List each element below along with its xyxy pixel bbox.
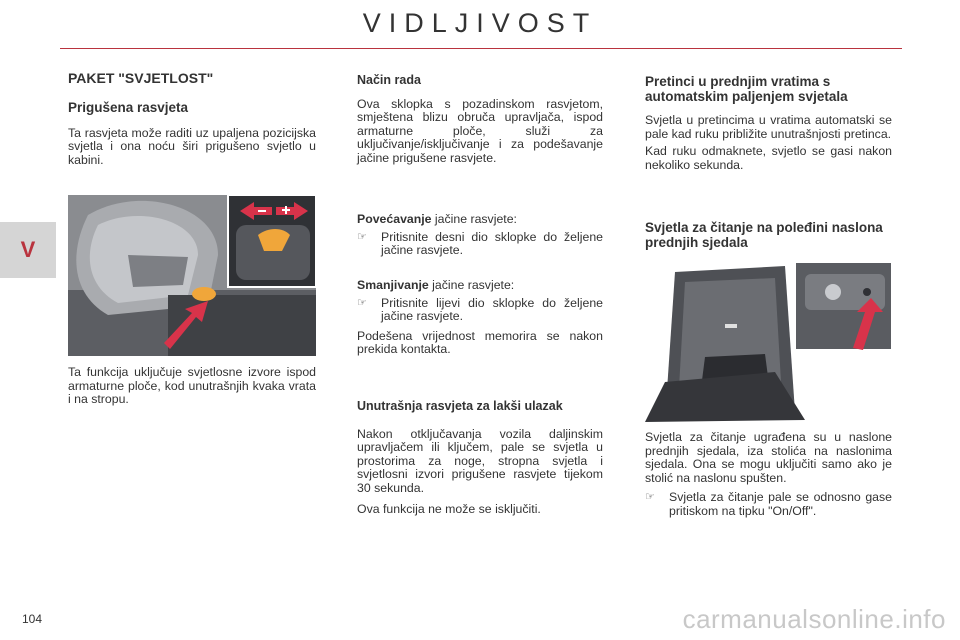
page-title: VIDLJIVOST — [362, 8, 598, 38]
subsection-heading: Prigušena rasvjeta — [68, 99, 189, 115]
intro-text: Ta rasvjeta može raditi uz upaljena pozicijska svjetla i ona noću širi prigušeno svjetlo u kabini. — [68, 125, 316, 167]
increase-bullet-text: Pritisnite desni dio sklopke do željene jačine rasvjete. — [381, 229, 603, 257]
decrease-block — [357, 279, 603, 365]
column-left — [68, 72, 316, 175]
entry-text: Nakon otključavanja vozila daljinskim upravljačem ili ključem, pale se svjetla u prostorima za noge, stropna svjetla i svjetlosni izvori prigušene rasvjete tijekom 30 sekunda. — [357, 426, 603, 495]
pointing-hand-icon: ☞ — [357, 230, 367, 243]
mode-heading: Način rada — [357, 73, 421, 87]
reading-bullet — [645, 491, 892, 518]
reading-text-block — [645, 431, 892, 524]
entry-lighting-block — [357, 400, 603, 525]
reading-text: Svjetla za čitanje ugrađena su u naslone prednjih sjedala, iza stolića na naslonima sjedala. Ona se mogu uključiti samo ako je stolić na naslonu spušten. — [645, 430, 892, 485]
increase-label: Povećavanje — [357, 212, 432, 226]
chapter-letter: V — [20, 237, 36, 262]
compartment-text-1: Svjetla u pretincima u vratima automatski se pale kad ruku približite unutrašnjosti pretinca. — [645, 113, 892, 141]
compartment-heading: Pretinci u prednjim vratima s automatskim paljenjem svjetala — [645, 74, 848, 104]
entry-note: Ova funkcija ne može se isključiti. — [357, 502, 541, 516]
decrease-bullet-text: Pritisnite lijevi dio sklopke do željene jačine rasvjete. — [381, 295, 603, 323]
title-rule — [60, 48, 902, 49]
mode-text: Ova sklopka s pozadinskom rasvjetom, smještena blizu obruča upravljača, ispod armaturne ploče, služi za uključivanje/isključivanje i za podešavanje jačine prigušene rasvjete. — [357, 96, 603, 165]
dashboard-dimmer-photo — [68, 195, 316, 356]
column-middle — [357, 74, 603, 173]
decrease-bullet — [357, 297, 603, 324]
seat-reading-light-photo — [645, 262, 892, 422]
decrease-label: Smanjivanje — [357, 278, 429, 292]
increase-bullet — [357, 231, 603, 258]
increase-block — [357, 213, 603, 264]
decrease-rest: jačine rasvjete: — [428, 278, 515, 292]
watermark: carmanualsonline.info — [682, 604, 946, 634]
chapter-tab — [0, 222, 56, 278]
reading-bullet-text: Svjetla za čitanje pale se odnosno gase pritiskom na tipku "On/Off". — [669, 490, 892, 518]
function-text: Ta funkcija uključuje svjetlosne izvore ispod armaturne ploče, kod unutrašnjih kvaka vrata i na stropu. — [68, 365, 316, 406]
reading-heading-block — [645, 220, 892, 250]
compartment-text-2: Kad ruku odmaknete, svjetlo se gasi nakon nekoliko sekunda. — [645, 144, 892, 172]
entry-heading: Unutrašnja rasvjeta za lakši ulazak — [357, 399, 563, 413]
pointing-hand-icon: ☞ — [645, 491, 655, 503]
pointing-hand-icon: ☞ — [357, 296, 367, 309]
page-number: 104 — [22, 612, 43, 626]
section-heading: PAKET "SVJETLOST" — [68, 70, 214, 86]
column-right — [645, 74, 892, 180]
reading-heading: Svjetla za čitanje na poleđini naslona prednjih sjedala — [645, 220, 883, 250]
increase-rest: jačine rasvjete: — [431, 212, 517, 226]
memory-text: Podešena vrijednost memorira se nakon prekida kontakta. — [357, 328, 603, 356]
column-left-lower — [68, 366, 316, 415]
